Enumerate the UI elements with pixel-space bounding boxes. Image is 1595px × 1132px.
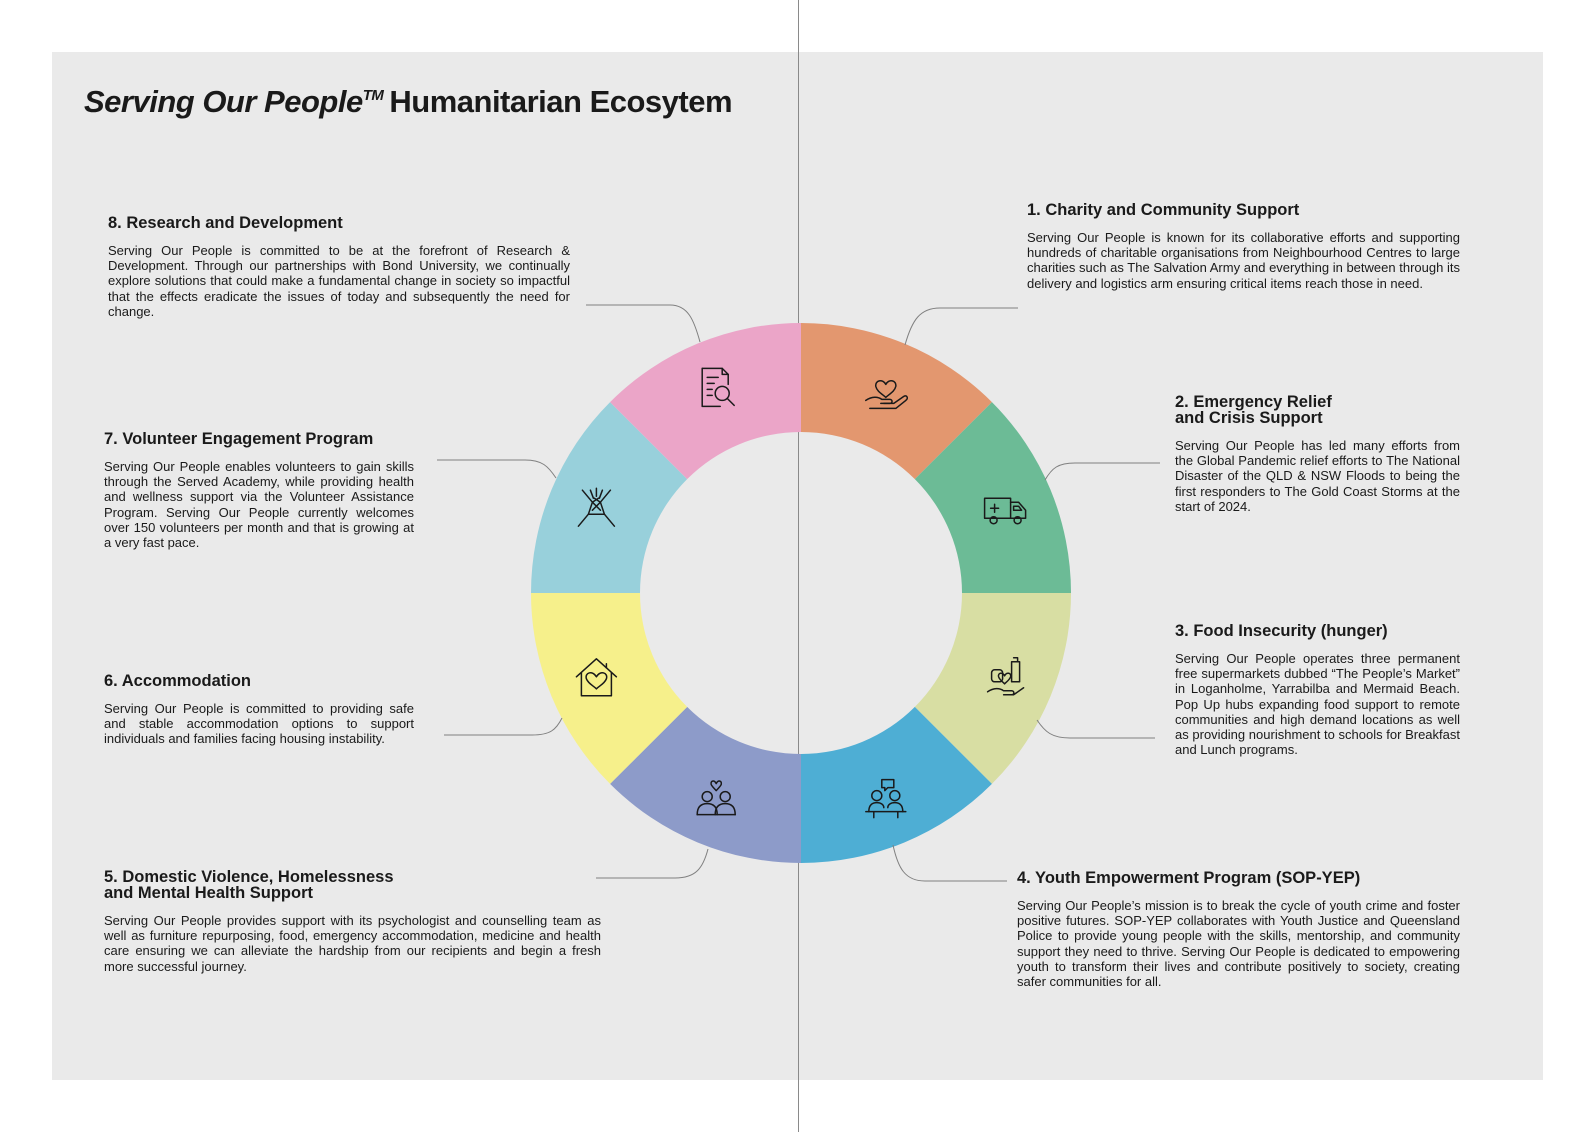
trademark-mark: TM (362, 87, 384, 104)
connector-line-youth (893, 845, 1007, 881)
section-volunteer (104, 431, 414, 550)
connector-line-domestic (596, 849, 708, 878)
section-body: Serving Our People enables volunteers to gain skills through the Served Academy, while providing health and wellness support via the Volunteer Assistance Program. Serving Our People currently welcomes over 150 volunteers per month and that is growing at a very fast pace. (104, 459, 414, 551)
section-heading: 1. Charity and Community Support (1027, 201, 1300, 219)
section-body: Serving Our People has led many efforts from the Global Pandemic relief efforts to The National Disaster of the QLD & NSW Floods to being the first responders to The Gold Coast Storms at the start of 2024. (1175, 438, 1460, 514)
section-body: Serving Our People provides support with its psychologist and counselling team as well as furniture repurposing, food, emergency accommodation, medicine and health care ensuring we can alleviate the hardship from our recipients and begin a fresh more successful journey. (104, 913, 601, 974)
connector-line-charity (905, 308, 1018, 345)
section-domestic (104, 869, 601, 974)
section-accommodation (104, 673, 414, 747)
section-emergency (1175, 394, 1460, 514)
connector-line-volunteer (437, 460, 556, 478)
section-heading: 7. Volunteer Engagement Program (104, 430, 374, 448)
connector-line-food (1037, 720, 1155, 738)
connector-line-emergency (1045, 463, 1160, 480)
section-youth (1017, 870, 1460, 989)
section-research (108, 215, 570, 319)
section-body: Serving Our People is known for its collaborative efforts and supporting hundreds of charitable organisations from Neighbourhood Centres to large charities such as The Salvation Army and everything in between through its delivery and logistics arm ensuring critical items reach those in need. (1027, 230, 1460, 291)
connector-line-research (586, 305, 700, 342)
section-heading: 6. Accommodation (104, 672, 251, 690)
section-body: Serving Our People is committed to be at the forefront of Research & Development. Through our partnerships with Bond University, we continually explore solutions that could make a fundamental change in society so impactful that the effects eradicate the issues of today and subsequently the need for change. (108, 243, 570, 319)
section-body: Serving Our People’s mission is to break the cycle of youth crime and foster positive futures. SOP-YEP collaborates with Youth Justice and Queensland Police to provide young people with the skills, mentorship, and community support they need to thrive. Serving Our People is dedicated to empowering youth to transform their lives and contribute positively to society, creating safer communities for all. (1017, 898, 1460, 990)
section-heading: 3. Food Insecurity (hunger) (1175, 622, 1388, 640)
section-heading: 8. Research and Development (108, 214, 343, 232)
section-body: Serving Our People operates three permanent free supermarkets dubbed “The People’s Market” in Loganholme, Yarrabilba and Mermaid Beach. Pop Up hubs expanding food support to remote communities and high demand locations as well as providing nourishment to schools for Breakfast and Lunch programs. (1175, 651, 1460, 758)
section-heading: 4. Youth Empowerment Program (SOP-YEP) (1017, 869, 1361, 887)
title-brand: Serving Our People (84, 84, 363, 119)
section-body: Serving Our People is committed to providing safe and stable accommodation options to support individuals and families facing housing instability. (104, 701, 414, 747)
section-charity (1027, 202, 1460, 291)
title-rest: Humanitarian Ecosytem (389, 84, 733, 119)
section-heading: 5. Domestic Violence, Homelessness and Mental Health Support (104, 868, 394, 902)
section-heading: 2. Emergency Relief and Crisis Support (1175, 393, 1332, 427)
section-food (1175, 623, 1460, 757)
connector-line-accommodation (444, 718, 562, 735)
